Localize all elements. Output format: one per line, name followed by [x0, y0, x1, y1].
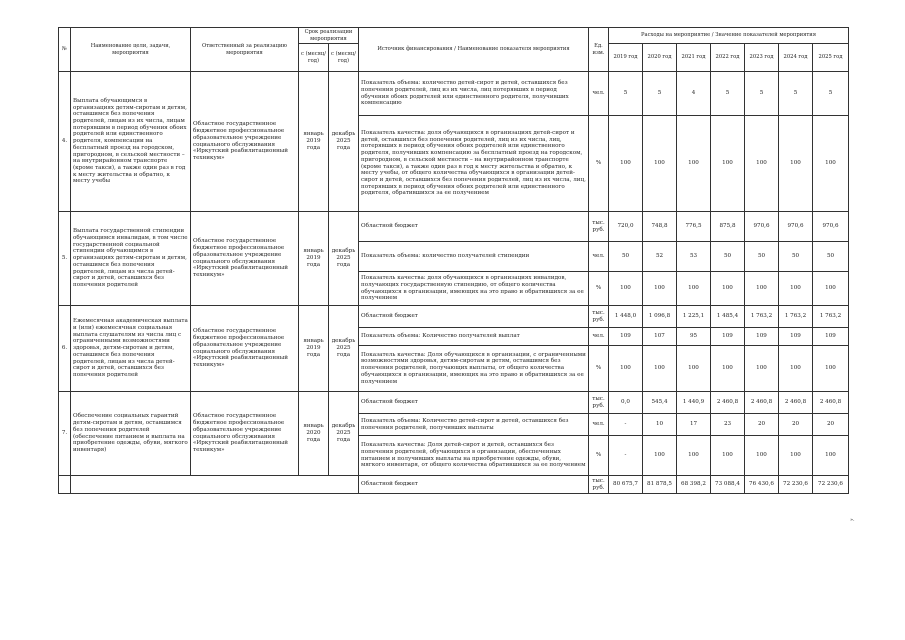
value-cell: 100 [813, 346, 849, 392]
total-label: Областной бюджет [359, 476, 589, 494]
responsible-text: Областное государственное бюджетное профессиональное образовательное учреждение социального обслуживания «Иркутский реабилитационный техникум» [191, 212, 299, 306]
header-responsible: Ответственный за реализацию мероприятия [191, 28, 299, 72]
value-cell: 2 460,8 [779, 392, 813, 414]
goal-text: Обеспечение социальных гарантий детям-сиротам и детям, оставшимся без попечения родителей (обеспечение питанием и выплата на приобретение одежды, обуви, мягкого инвентаря) [71, 392, 191, 476]
value-cell: 776,5 [677, 212, 711, 242]
value-cell: 100 [745, 436, 779, 476]
period-to: декабрь 2025 года [329, 306, 359, 392]
value-cell: 100 [677, 346, 711, 392]
value-cell: 1 448,0 [609, 306, 643, 328]
row-number: 5. [59, 212, 71, 306]
period-from: январь 2020 года [299, 392, 329, 476]
header-expenses: Расходы на мероприятие / Значение показателей мероприятия [609, 28, 849, 44]
period-from: январь 2019 года [299, 306, 329, 392]
value-cell: 1 763,2 [745, 306, 779, 328]
value-cell: 100 [813, 272, 849, 306]
header-year: 2024 год [779, 44, 813, 72]
value-cell: 100 [745, 116, 779, 212]
header-period: Срок реализации мероприятия [299, 28, 359, 44]
header-year: 2021 год [677, 44, 711, 72]
value-cell: 20 [745, 414, 779, 436]
value-cell: 970,6 [813, 212, 849, 242]
header-year: 2023 год [745, 44, 779, 72]
value-cell: 50 [745, 242, 779, 272]
unit-cell: тыс. руб. [589, 306, 609, 328]
value-cell: 100 [643, 436, 677, 476]
value-cell: 1 485,4 [711, 306, 745, 328]
value-cell: 4 [677, 72, 711, 116]
value-cell: 10 [643, 414, 677, 436]
value-cell: 100 [677, 436, 711, 476]
period-to: декабрь 2025 года [329, 212, 359, 306]
header-year: 2019 год [609, 44, 643, 72]
total-value: 72 230,6 [779, 476, 813, 494]
value-cell: 100 [609, 346, 643, 392]
header-goal: Наименование цели, задачи, мероприятия [71, 28, 191, 72]
program-activities-table [58, 27, 849, 494]
value-cell: 109 [711, 328, 745, 346]
value-cell: 100 [779, 436, 813, 476]
value-cell: 17 [677, 414, 711, 436]
value-cell: 50 [609, 242, 643, 272]
value-cell: 109 [813, 328, 849, 346]
value-cell: 20 [779, 414, 813, 436]
value-cell: 0,0 [609, 392, 643, 414]
total-value: 72 230,6 [813, 476, 849, 494]
total-empty-cell [59, 476, 71, 494]
value-cell: 100 [745, 346, 779, 392]
value-cell: 5 [643, 72, 677, 116]
unit-cell: чел. [589, 414, 609, 436]
value-cell: 100 [677, 272, 711, 306]
header-num: № [59, 28, 71, 72]
value-cell: 5 [609, 72, 643, 116]
value-cell: 970,6 [745, 212, 779, 242]
value-cell: 5 [711, 72, 745, 116]
value-cell: 109 [745, 328, 779, 346]
value-cell: 5 [779, 72, 813, 116]
indicator-label: Показатель объема: количество получателей стипендии [359, 242, 589, 272]
value-cell: 1 225,1 [677, 306, 711, 328]
row-number: 4. [59, 72, 71, 212]
period-from: январь 2019 года [299, 72, 329, 212]
value-cell: 100 [677, 116, 711, 212]
indicator-label: Показатель качества: Доля обучающихся в организации, с ограниченными возможностями здоровья, детям-сиротам и детям, оставшимся без попечения родителей, получающих выплаты, от общего количества обучающихся в организации, имеющих на это право и обратившихся за ее получением [359, 346, 589, 392]
unit-cell: чел. [589, 72, 609, 116]
value-cell: 100 [813, 436, 849, 476]
responsible-text: Областное государственное бюджетное профессиональное образовательное учреждение социального обслуживания «Иркутский реабилитационный техникум» [191, 306, 299, 392]
value-cell: 50 [779, 242, 813, 272]
indicator-label: Показатель объема: количество детей-сирот и детей, оставшихся без попечения родителей, лиц из их числа, лиц потерявших в период обучения обоих родителей или единственного родителя, получивших компенсацию [359, 72, 589, 116]
total-value: 81 878,5 [643, 476, 677, 494]
unit-cell: % [589, 272, 609, 306]
value-cell: 100 [643, 272, 677, 306]
value-cell: 1 763,2 [779, 306, 813, 328]
value-cell: 970,6 [779, 212, 813, 242]
indicator-label: Областной бюджет [359, 212, 589, 242]
value-cell: 100 [779, 272, 813, 306]
value-cell: 1 763,2 [813, 306, 849, 328]
value-cell: 52 [643, 242, 677, 272]
indicator-label: Областной бюджет [359, 392, 589, 414]
goal-text: Выплата обучающимся в организациях детям-сиротам и детям, оставшимся без попечения родителей, лицам из их числа, лицам потерявшим в период обучения обоих родителей или единственного родителя, компенсации на бесплатный проезд на городском, пригородном, в сельской местности – на внутрирайонном транспорте (кроме такси), а также один раз в год к месту жительства и обратно, к месту учебы [71, 72, 191, 212]
value-cell: 545,4 [643, 392, 677, 414]
value-cell: 100 [813, 116, 849, 212]
value-cell: 50 [711, 242, 745, 272]
unit-cell: % [589, 116, 609, 212]
value-cell: 2 460,8 [711, 392, 745, 414]
value-cell: 107 [643, 328, 677, 346]
goal-text: Выплата государственной стипендии обучающимся инвалидам, в том числе государственной социальной стипендии обучающимся в организациях детям-сиротам и детям, оставшимся без попечения родителей, лицам из числа детей-сирот и детей, оставшихся без попечения родителей [71, 212, 191, 306]
value-cell: 100 [711, 436, 745, 476]
value-cell: 100 [711, 116, 745, 212]
value-cell: 20 [813, 414, 849, 436]
value-cell: 100 [711, 272, 745, 306]
header-unit: Ед. изм. [589, 28, 609, 72]
header-source: Источник финансирования / Наименование показателя мероприятия [359, 28, 589, 72]
value-cell: 2 460,8 [745, 392, 779, 414]
value-cell: 100 [643, 116, 677, 212]
value-cell: - [609, 436, 643, 476]
closing-quote-mark: ». [850, 517, 855, 523]
indicator-label: Показатель объема: Количество детей-сирот и детей, оставшихся без попечения родителей, получивших выплаты [359, 414, 589, 436]
unit-cell: тыс. руб. [589, 392, 609, 414]
header-year: 2020 год [643, 44, 677, 72]
total-value: 68 398,2 [677, 476, 711, 494]
period-to: декабрь 2025 года [329, 392, 359, 476]
indicator-label: Показатель качества: доля обучающихся в организациях инвалидов, получающих государственную стипендию, от общего количества обучающихся в организации, имеющих на это право и обратившихся за ее получением [359, 272, 589, 306]
value-cell: 109 [779, 328, 813, 346]
value-cell: 23 [711, 414, 745, 436]
header-year: 2025 год [813, 44, 849, 72]
value-cell: 100 [609, 116, 643, 212]
value-cell: 748,8 [643, 212, 677, 242]
header-period-to: с (месяц/год) [329, 44, 359, 72]
value-cell: 100 [711, 346, 745, 392]
total-unit: тыс. руб. [589, 476, 609, 494]
value-cell: 875,8 [711, 212, 745, 242]
indicator-label: Областной бюджет [359, 306, 589, 328]
value-cell: 2 460,8 [813, 392, 849, 414]
value-cell: 100 [643, 346, 677, 392]
total-value: 80 675,7 [609, 476, 643, 494]
value-cell: 1 096,8 [643, 306, 677, 328]
value-cell: 50 [813, 242, 849, 272]
value-cell: 100 [779, 346, 813, 392]
unit-cell: тыс. руб. [589, 212, 609, 242]
value-cell: 95 [677, 328, 711, 346]
unit-cell: чел. [589, 328, 609, 346]
value-cell: 100 [779, 116, 813, 212]
unit-cell: % [589, 346, 609, 392]
total-value: 76 430,6 [745, 476, 779, 494]
responsible-text: Областное государственное бюджетное профессиональное образовательное учреждение социального обслуживания «Иркутский реабилитационный техникум» [191, 392, 299, 476]
unit-cell: чел. [589, 242, 609, 272]
value-cell: 109 [609, 328, 643, 346]
value-cell: 100 [745, 272, 779, 306]
indicator-label: Показатель качества: Доля детей-сирот и детей, оставшихся без попечения родителей, обучающихся в организации, обеспеченных питанием и получивших выплаты на приобретение одежды, обуви, мягкого инвентаря, от общего количества обратившихся за ее получением [359, 436, 589, 476]
responsible-text: Областное государственное бюджетное профессиональное образовательное учреждение социального обслуживания «Иркутский реабилитационный техникум» [191, 72, 299, 212]
header-period-from: с (месяц/год) [299, 44, 329, 72]
indicator-label: Показатель качества: доля обучающихся в организациях детей-сирот и детей, оставшихся без попечения родителей, лиц из их числа, лиц, потерявших в период обучения обоих родителей или единственного родителя, получивших компенсацию за бесплатный проезд на городском, пригородном, в сельской местности – на внутрирайонном транспорте (кроме такси), а также один раз в год к месту жительства и обратно, к месту учебы, от общего количества обучающихся в организации детей-сирот и детей, оставшихся без попечения родителей, лиц из их числа, лиц, потерявших в период обучения обоих родителей или единственного родителя, обратившихся за ее получением [359, 116, 589, 212]
total-empty-cell [71, 476, 359, 494]
total-value: 73 088,4 [711, 476, 745, 494]
row-number: 6. [59, 306, 71, 392]
period-to: декабрь 2025 года [329, 72, 359, 212]
value-cell: 100 [609, 272, 643, 306]
row-number: 7. [59, 392, 71, 476]
indicator-label: Показатель объема: Количество получателей выплат [359, 328, 589, 346]
value-cell: 720,0 [609, 212, 643, 242]
value-cell: 5 [813, 72, 849, 116]
value-cell: - [609, 414, 643, 436]
value-cell: 53 [677, 242, 711, 272]
value-cell: 1 440,9 [677, 392, 711, 414]
period-from: январь 2019 года [299, 212, 329, 306]
unit-cell: % [589, 436, 609, 476]
header-year: 2022 год [711, 44, 745, 72]
value-cell: 5 [745, 72, 779, 116]
goal-text: Ежемесячная академическая выплата и (или) ежемесячная социальная выплата слушателям из числа лиц с ограниченными возможностями здоровья, детям-сиротам и детям, оставшимся без попечения родителей, лицам из числа детей-сирот и детей, оставшихся без попечения родителей [71, 306, 191, 392]
